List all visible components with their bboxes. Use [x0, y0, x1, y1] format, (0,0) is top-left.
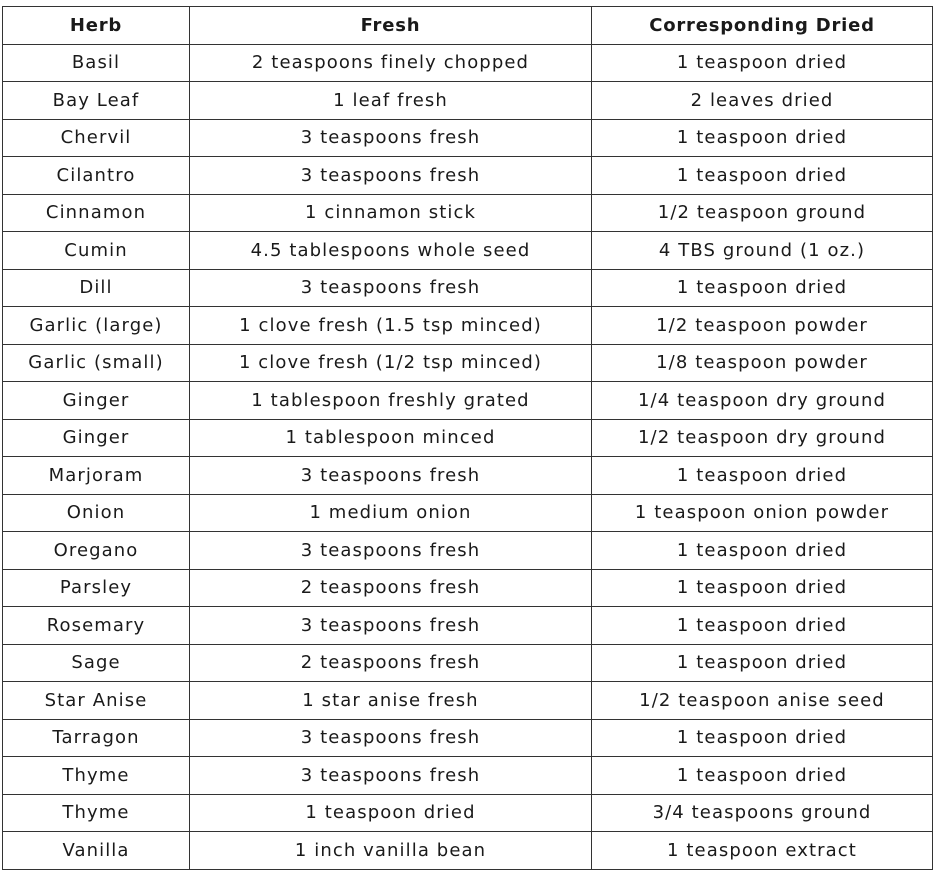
- herb-cell: Sage: [3, 644, 190, 682]
- table-row: [3, 344, 933, 382]
- fresh-cell: 1 teaspoon dried: [190, 794, 592, 832]
- table-row: [3, 644, 933, 682]
- herb-cell: Bay Leaf: [3, 82, 190, 120]
- table-row: [3, 682, 933, 720]
- dried-cell: 1 teaspoon dried: [592, 119, 933, 157]
- herb-cell: Dill: [3, 269, 190, 307]
- dried-cell: 1/4 teaspoon dry ground: [592, 382, 933, 420]
- herb-cell: Thyme: [3, 794, 190, 832]
- dried-cell: 1 teaspoon dried: [592, 644, 933, 682]
- table-row: [3, 269, 933, 307]
- table-row: [3, 494, 933, 532]
- table-row: [3, 194, 933, 232]
- herb-cell: Parsley: [3, 569, 190, 607]
- table-row: [3, 719, 933, 757]
- herb-cell: Oregano: [3, 532, 190, 570]
- table-row: [3, 157, 933, 195]
- table-row: [3, 232, 933, 270]
- dried-cell: 1 teaspoon dried: [592, 532, 933, 570]
- fresh-cell: 3 teaspoons fresh: [190, 119, 592, 157]
- conversion-table-container: [2, 6, 933, 870]
- herb-cell: Marjoram: [3, 457, 190, 495]
- table-row: [3, 794, 933, 832]
- dried-cell: 1/2 teaspoon anise seed: [592, 682, 933, 720]
- table-row: [3, 757, 933, 795]
- fresh-cell: 1 medium onion: [190, 494, 592, 532]
- table-row: [3, 457, 933, 495]
- dried-cell: 2 leaves dried: [592, 82, 933, 120]
- dried-cell: 3/4 teaspoons ground: [592, 794, 933, 832]
- fresh-cell: 3 teaspoons fresh: [190, 269, 592, 307]
- herb-cell: Rosemary: [3, 607, 190, 645]
- herb-cell: Vanilla: [3, 832, 190, 870]
- table-row: [3, 607, 933, 645]
- dried-cell: 1/8 teaspoon powder: [592, 344, 933, 382]
- dried-cell: 1/2 teaspoon ground: [592, 194, 933, 232]
- herb-cell: Chervil: [3, 119, 190, 157]
- fresh-cell: 3 teaspoons fresh: [190, 719, 592, 757]
- dried-cell: 1 teaspoon dried: [592, 457, 933, 495]
- header-row: [3, 7, 933, 45]
- fresh-cell: 1 inch vanilla bean: [190, 832, 592, 870]
- table-row: [3, 532, 933, 570]
- herb-cell: Onion: [3, 494, 190, 532]
- dried-cell: 1 teaspoon onion powder: [592, 494, 933, 532]
- dried-cell: 1 teaspoon dried: [592, 269, 933, 307]
- fresh-cell: 2 teaspoons finely chopped: [190, 44, 592, 82]
- header-dried: Corresponding Dried: [592, 7, 933, 45]
- fresh-cell: 1 star anise fresh: [190, 682, 592, 720]
- fresh-cell: 3 teaspoons fresh: [190, 607, 592, 645]
- dried-cell: 1 teaspoon dried: [592, 44, 933, 82]
- herb-cell: Cinnamon: [3, 194, 190, 232]
- herb-cell: Cilantro: [3, 157, 190, 195]
- fresh-cell: 3 teaspoons fresh: [190, 457, 592, 495]
- herb-cell: Cumin: [3, 232, 190, 270]
- fresh-cell: 1 tablespoon minced: [190, 419, 592, 457]
- table-row: [3, 569, 933, 607]
- fresh-cell: 1 cinnamon stick: [190, 194, 592, 232]
- fresh-cell: 2 teaspoons fresh: [190, 569, 592, 607]
- herb-cell: Thyme: [3, 757, 190, 795]
- fresh-cell: 4.5 tablespoons whole seed: [190, 232, 592, 270]
- fresh-cell: 1 tablespoon freshly grated: [190, 382, 592, 420]
- dried-cell: 1 teaspoon dried: [592, 607, 933, 645]
- table-row: [3, 307, 933, 345]
- table-row: [3, 832, 933, 870]
- fresh-cell: 1 clove fresh (1/2 tsp minced): [190, 344, 592, 382]
- herb-cell: Garlic (small): [3, 344, 190, 382]
- herb-cell: Basil: [3, 44, 190, 82]
- header-herb: Herb: [3, 7, 190, 45]
- table-row: [3, 382, 933, 420]
- fresh-cell: 2 teaspoons fresh: [190, 644, 592, 682]
- herb-cell: Garlic (large): [3, 307, 190, 345]
- dried-cell: 1 teaspoon extract: [592, 832, 933, 870]
- table-row: [3, 419, 933, 457]
- herb-cell: Tarragon: [3, 719, 190, 757]
- herb-conversion-table: [2, 6, 933, 870]
- table-row: [3, 82, 933, 120]
- dried-cell: 1/2 teaspoon dry ground: [592, 419, 933, 457]
- herb-cell: Ginger: [3, 382, 190, 420]
- herb-cell: Ginger: [3, 419, 190, 457]
- table-body: [3, 44, 933, 869]
- dried-cell: 1/2 teaspoon powder: [592, 307, 933, 345]
- fresh-cell: 3 teaspoons fresh: [190, 157, 592, 195]
- herb-cell: Star Anise: [3, 682, 190, 720]
- dried-cell: 4 TBS ground (1 oz.): [592, 232, 933, 270]
- fresh-cell: 3 teaspoons fresh: [190, 532, 592, 570]
- dried-cell: 1 teaspoon dried: [592, 157, 933, 195]
- fresh-cell: 3 teaspoons fresh: [190, 757, 592, 795]
- fresh-cell: 1 leaf fresh: [190, 82, 592, 120]
- fresh-cell: 1 clove fresh (1.5 tsp minced): [190, 307, 592, 345]
- dried-cell: 1 teaspoon dried: [592, 719, 933, 757]
- header-fresh: Fresh: [190, 7, 592, 45]
- table-row: [3, 119, 933, 157]
- table-row: [3, 44, 933, 82]
- dried-cell: 1 teaspoon dried: [592, 757, 933, 795]
- dried-cell: 1 teaspoon dried: [592, 569, 933, 607]
